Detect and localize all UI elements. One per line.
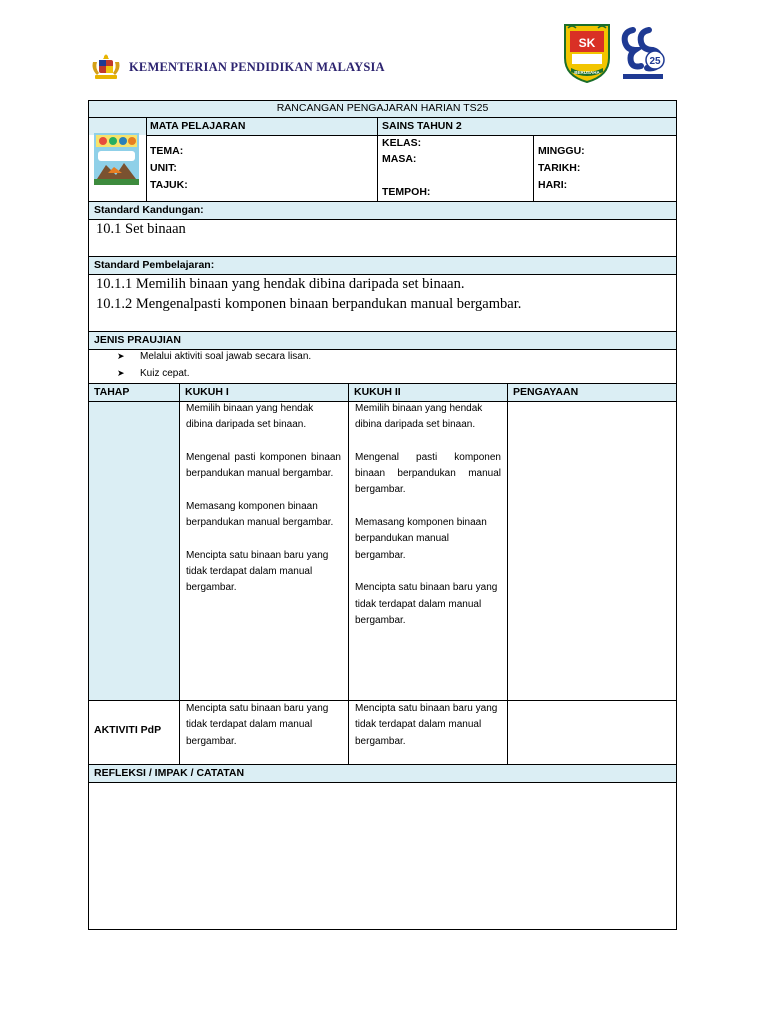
- science-book-cover-icon: [94, 133, 139, 185]
- kukuh2-item: Memilih binaan yang hendak dibina daripada set binaan.: [355, 403, 483, 431]
- aktiviti-label: AKTIVITI PdP: [94, 724, 162, 736]
- sk-label: Standard Kandungan:: [94, 204, 204, 216]
- ministry-header: [90, 52, 385, 82]
- kukuh1-item: Memilih binaan yang hendak dibina daripada set binaan.: [186, 403, 314, 431]
- kelas-label: KELAS:: [382, 137, 422, 149]
- aktiviti-kukuh2: Mencipta satu binaan baru yang tidak terdapat dalam manual bergambar.: [355, 703, 498, 747]
- ministry-name: KEMENTERIAN PENDIDIKAN MALAYSIA: [129, 59, 385, 74]
- aktiviti-kukuh1: Mencipta satu binaan baru yang tidak terdapat dalam manual bergambar.: [186, 703, 329, 747]
- ts25-badge-icon: [619, 24, 667, 84]
- table-title: RANCANGAN PENGAJARAN HARIAN TS25: [276, 102, 489, 114]
- col-kukuh1: KUKUH I: [185, 386, 229, 398]
- bullet-arrow-icon: ➤: [117, 351, 125, 361]
- col-pengayaan: PENGAYAAN: [513, 386, 579, 398]
- kukuh1-item: Mengenal pasti komponen binaan berpandukan manual bergambar.: [186, 451, 341, 480]
- kukuh2-item: Mencipta satu binaan baru yang tidak terdapat dalam manual bergambar.: [355, 582, 498, 626]
- praujian-label: JENIS PRAUJIAN: [94, 334, 181, 346]
- tahap-cell: [88, 402, 179, 700]
- kukuh2-item: Mengenal pasti komponen binaan berpandukan manual bergambar.: [355, 451, 501, 496]
- subject-label: MATA PELAJARAN: [150, 120, 246, 132]
- school-badge-initials: SK: [578, 36, 596, 50]
- subject-value: SAINS TAHUN 2: [382, 120, 462, 132]
- ts25-badge-number: 25: [649, 56, 661, 67]
- sp-item-2: 10.1.2 Mengenalpasti komponen binaan berpandukan manual bergambar.: [96, 296, 522, 312]
- school-badge-motto: BERUSAHA: [574, 70, 600, 75]
- malaysia-crest-icon: [90, 52, 122, 82]
- masa-label: MASA:: [382, 153, 417, 165]
- sp-item-1: 10.1.1 Memilih binaan yang hendak dibina daripada set binaan.: [96, 276, 465, 292]
- refleksi-label: REFLEKSI / IMPAK / CATATAN: [94, 767, 245, 779]
- kukuh1-item: Mencipta satu binaan baru yang tidak terdapat dalam manual bergambar.: [186, 549, 329, 594]
- tempoh-label: TEMPOH:: [382, 186, 431, 198]
- minggu-label: MINGGU:: [538, 145, 585, 157]
- tema-label: TEMA:: [150, 145, 184, 157]
- kukuh1-item: Memasang komponen binaan berpandukan manual bergambar.: [186, 500, 334, 529]
- unit-label: UNIT:: [150, 162, 177, 174]
- col-kukuh2: KUKUH II: [354, 386, 401, 398]
- sp-label: Standard Pembelajaran:: [94, 259, 215, 271]
- bullet-arrow-icon: ➤: [117, 368, 125, 378]
- praujian-item-1: Melalui aktiviti soal jawab secara lisan.: [140, 351, 312, 362]
- lesson-plan-table: [88, 100, 677, 930]
- refleksi-input-area[interactable]: [89, 783, 676, 929]
- school-badge-icon: [562, 22, 612, 84]
- kukuh2-item: Memasang komponen binaan berpandukan manual bergambar.: [355, 517, 487, 561]
- col-tahap: TAHAP: [94, 386, 130, 398]
- tarikh-label: TARIKH:: [538, 162, 581, 174]
- tajuk-label: TAJUK:: [150, 179, 188, 191]
- kukuh2-cell: [355, 401, 501, 629]
- kukuh1-cell: [186, 401, 341, 597]
- sk-text: 10.1 Set binaan: [96, 221, 186, 237]
- hari-label: HARI:: [538, 179, 568, 191]
- praujian-item-2: Kuiz cepat.: [140, 368, 190, 379]
